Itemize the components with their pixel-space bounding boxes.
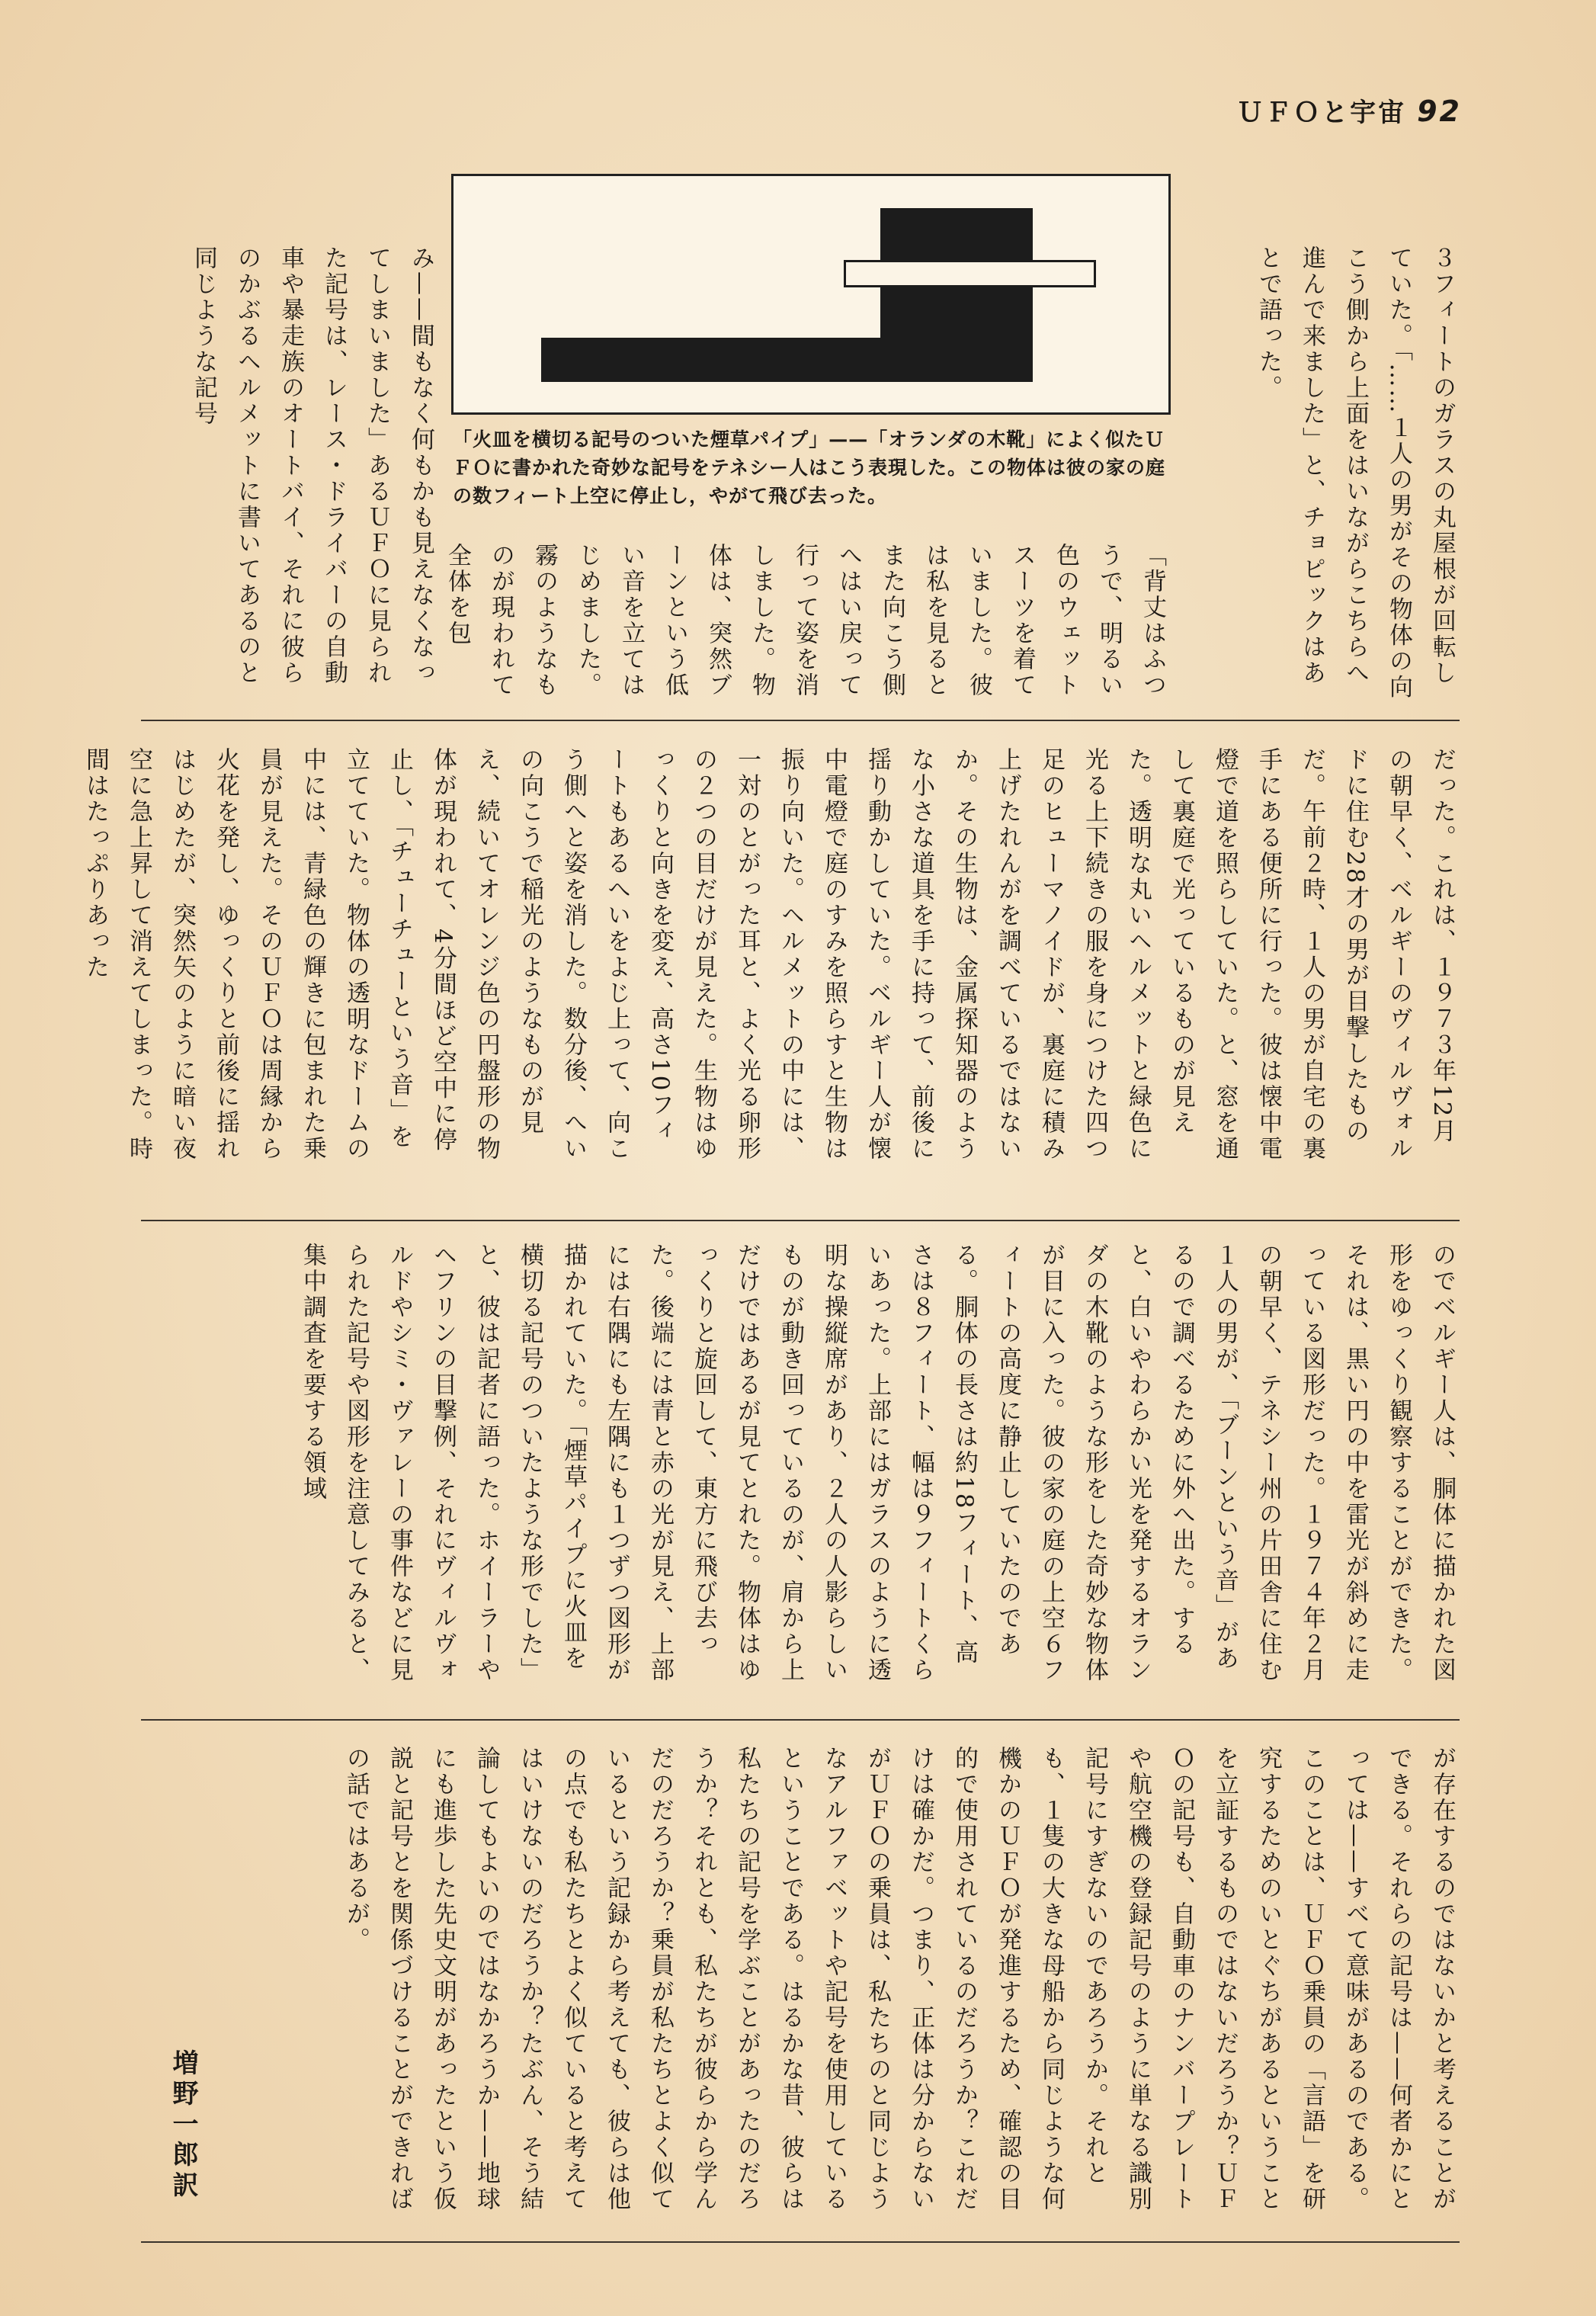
pipe-symbol-figure <box>451 174 1171 415</box>
band1-middle-column <box>444 543 1174 711</box>
page-number: 92 <box>1417 95 1462 128</box>
translator-credit: 増野一郎訳 <box>168 2049 198 2202</box>
band3-text: のでベルギー人は、胴体に描かれた図形をゆっくり観察することができた。それは、黒い円の中を雷光が斜めに走っている図形だった。１９７４年２月の朝早く、テネシー州の片田舎に住む１人の男が、「ブーンという音」があるので調べるために外へ出た。すると、白いやわらかい光を発するオランダの木靴のような形をした奇妙な物体が目に入った。彼の家の庭の上空６フィートの高度に静止していたのである。胴体の長さは約18フィート、高さは８フィート、幅は９フィートくらいあった。上部にはガラスのように透明な操縦席があり、２人の人影らしいものが動き回っているのが、肩から上だけではあるが見てとれた。物体はゆっくりと旋回して、東方に飛び去った。後端には青と赤の光が見え、上部には右隅にも左隅にも１つずつ図形が描かれていた。「煙草パイプに火皿を横切る記号のついたような形でした」と、彼は記者に語った。ホイーラーやヘフリンの目撃例、それにヴィルヴォルドやシミ・ヴァレーの事件などに見られた記号や図形を注意してみると、集中調査を要する領域 <box>299 1243 1456 1683</box>
band1-left-column <box>145 245 442 711</box>
magazine-title: ＵＦＯと宇宙 <box>1237 98 1407 128</box>
band-divider-2 <box>141 1220 1460 1221</box>
symbol-stem-shape <box>541 338 1033 382</box>
band1-right-text: ３フィートのガラスの丸屋根が回転していた。「……１人の男がその物体の向こう側から上面をはいながらこちらへ進んで来ました」と、チョピックはあとで語った。 <box>1255 245 1456 701</box>
band4-column <box>213 1746 1463 2226</box>
band2-text: だった。これは、１９７３年12月の朝早く、ベルギーのヴィルヴォルドに住む28才の男が目撃したものだ。午前２時、１人の男が自宅の裏手にある便所に行った。彼は懐中電燈で道を照らしていた。と、窓を通して裏庭で光っているものが見えた。透明な丸いヘルメットと緑色に光る上下続きの服を身につけた四つ足のヒューマノイドが、裏庭に積み上げたれんがを調べているではないか。その生物は、金属探知器のような小さな道具を手に持って、前後に揺り動かしていた。ベルギー人が懐中電燈で庭のすみを照らすと生物は振り向いた。ヘルメットの中には、一対のとがった耳と、よく光る卵形の２つの目だけが見えた。生物はゆっくりと向きを変え、高さ10フィートもあるへいをよじ上って、向こう側へと姿を消した。数分後、へいの向こうで稲光のようなものが見え、続いてオレンジ色の円盤形の物体が現われて、4分間ほど空中に停止し、「チューチューという音」を立てていた。物体の透明なドームの中には、青緑色の輝きに包まれた乗員が見えた。そのＵＦＯは周縁から火花を発し、ゆっくりと前後に揺れはじめたが、突然矢のように暗い夜空に急上昇して消えてしまった。時間はたっぷりあった <box>82 747 1456 1162</box>
band-divider-3 <box>141 1719 1460 1721</box>
symbol-crossbar-shape <box>844 260 1096 287</box>
figure-caption: 「火皿を横切る記号のついた煙草パイプ」——「オランダの木靴」によく似たＵＦＯに書かれた奇妙な記号をテネシー人はこう表現した。この物体は彼の家の庭の数フィート上空に停止し，やがて飛び去った。 <box>453 428 1166 507</box>
band-divider-4 <box>141 2241 1460 2243</box>
band2-column <box>82 747 1463 1163</box>
band3-column <box>145 1243 1463 1685</box>
band1-left-text: み——間もなく何もかも見えなくなってしまいました」あるＵＦＯに見られた記号は、レース・ドライバーの自動車や暴走族のオートバイ、それに彼らのかぶるヘルメットに書いてあるのと同じような記号 <box>190 245 434 686</box>
band-divider-1 <box>141 720 1460 721</box>
band1-middle-text: 「背丈はふつうで、明るい色のウェットスーツを着ていました。彼は私を見るとまた向こう側へはい戻って行って姿を消しました。物体は、突然ブーンという低い音を立てはじめました。霧のようなものが現われて全体を包 <box>444 543 1166 698</box>
band4-text: が存在するのではないかと考えることができる。それらの記号は——何者かにとっては——すべて意味があるのである。このことは、ＵＦＯ乗員の「言語」を研究するためのいとぐちがあるということを立証するものではないだろうか？ＵＦＯの記号も、自動車のナンバープレートや航空機の登録記号のように単なる識別記号にすぎないのであろうか。それとも、１隻の大きな母船から同じような何機かのＵＦＯが発進するため、確認の目的で使用されているのだろうか？これだけは確かだ。つまり、正体は分からないがＵＦＯの乗員は、私たちのと同じようなアルファベットや記号を使用しているということである。はるかな昔、彼らは私たちの記号を学ぶことがあったのだろうか？それとも、私たちが彼らから学んだのだろうか？乗員が私たちとよく似ているという記録から考えても、彼らは他の点でも私たちとよく似ていると考えてはいけないのだろうか？たぶん、そう結論してもよいのではなかろうか——地球にも進歩した先史文明があったという仮説と記号とを関係づけることができればの話ではあるが。 <box>342 1746 1456 2212</box>
page-header <box>1237 91 1462 129</box>
band1-right-column <box>1189 245 1463 711</box>
